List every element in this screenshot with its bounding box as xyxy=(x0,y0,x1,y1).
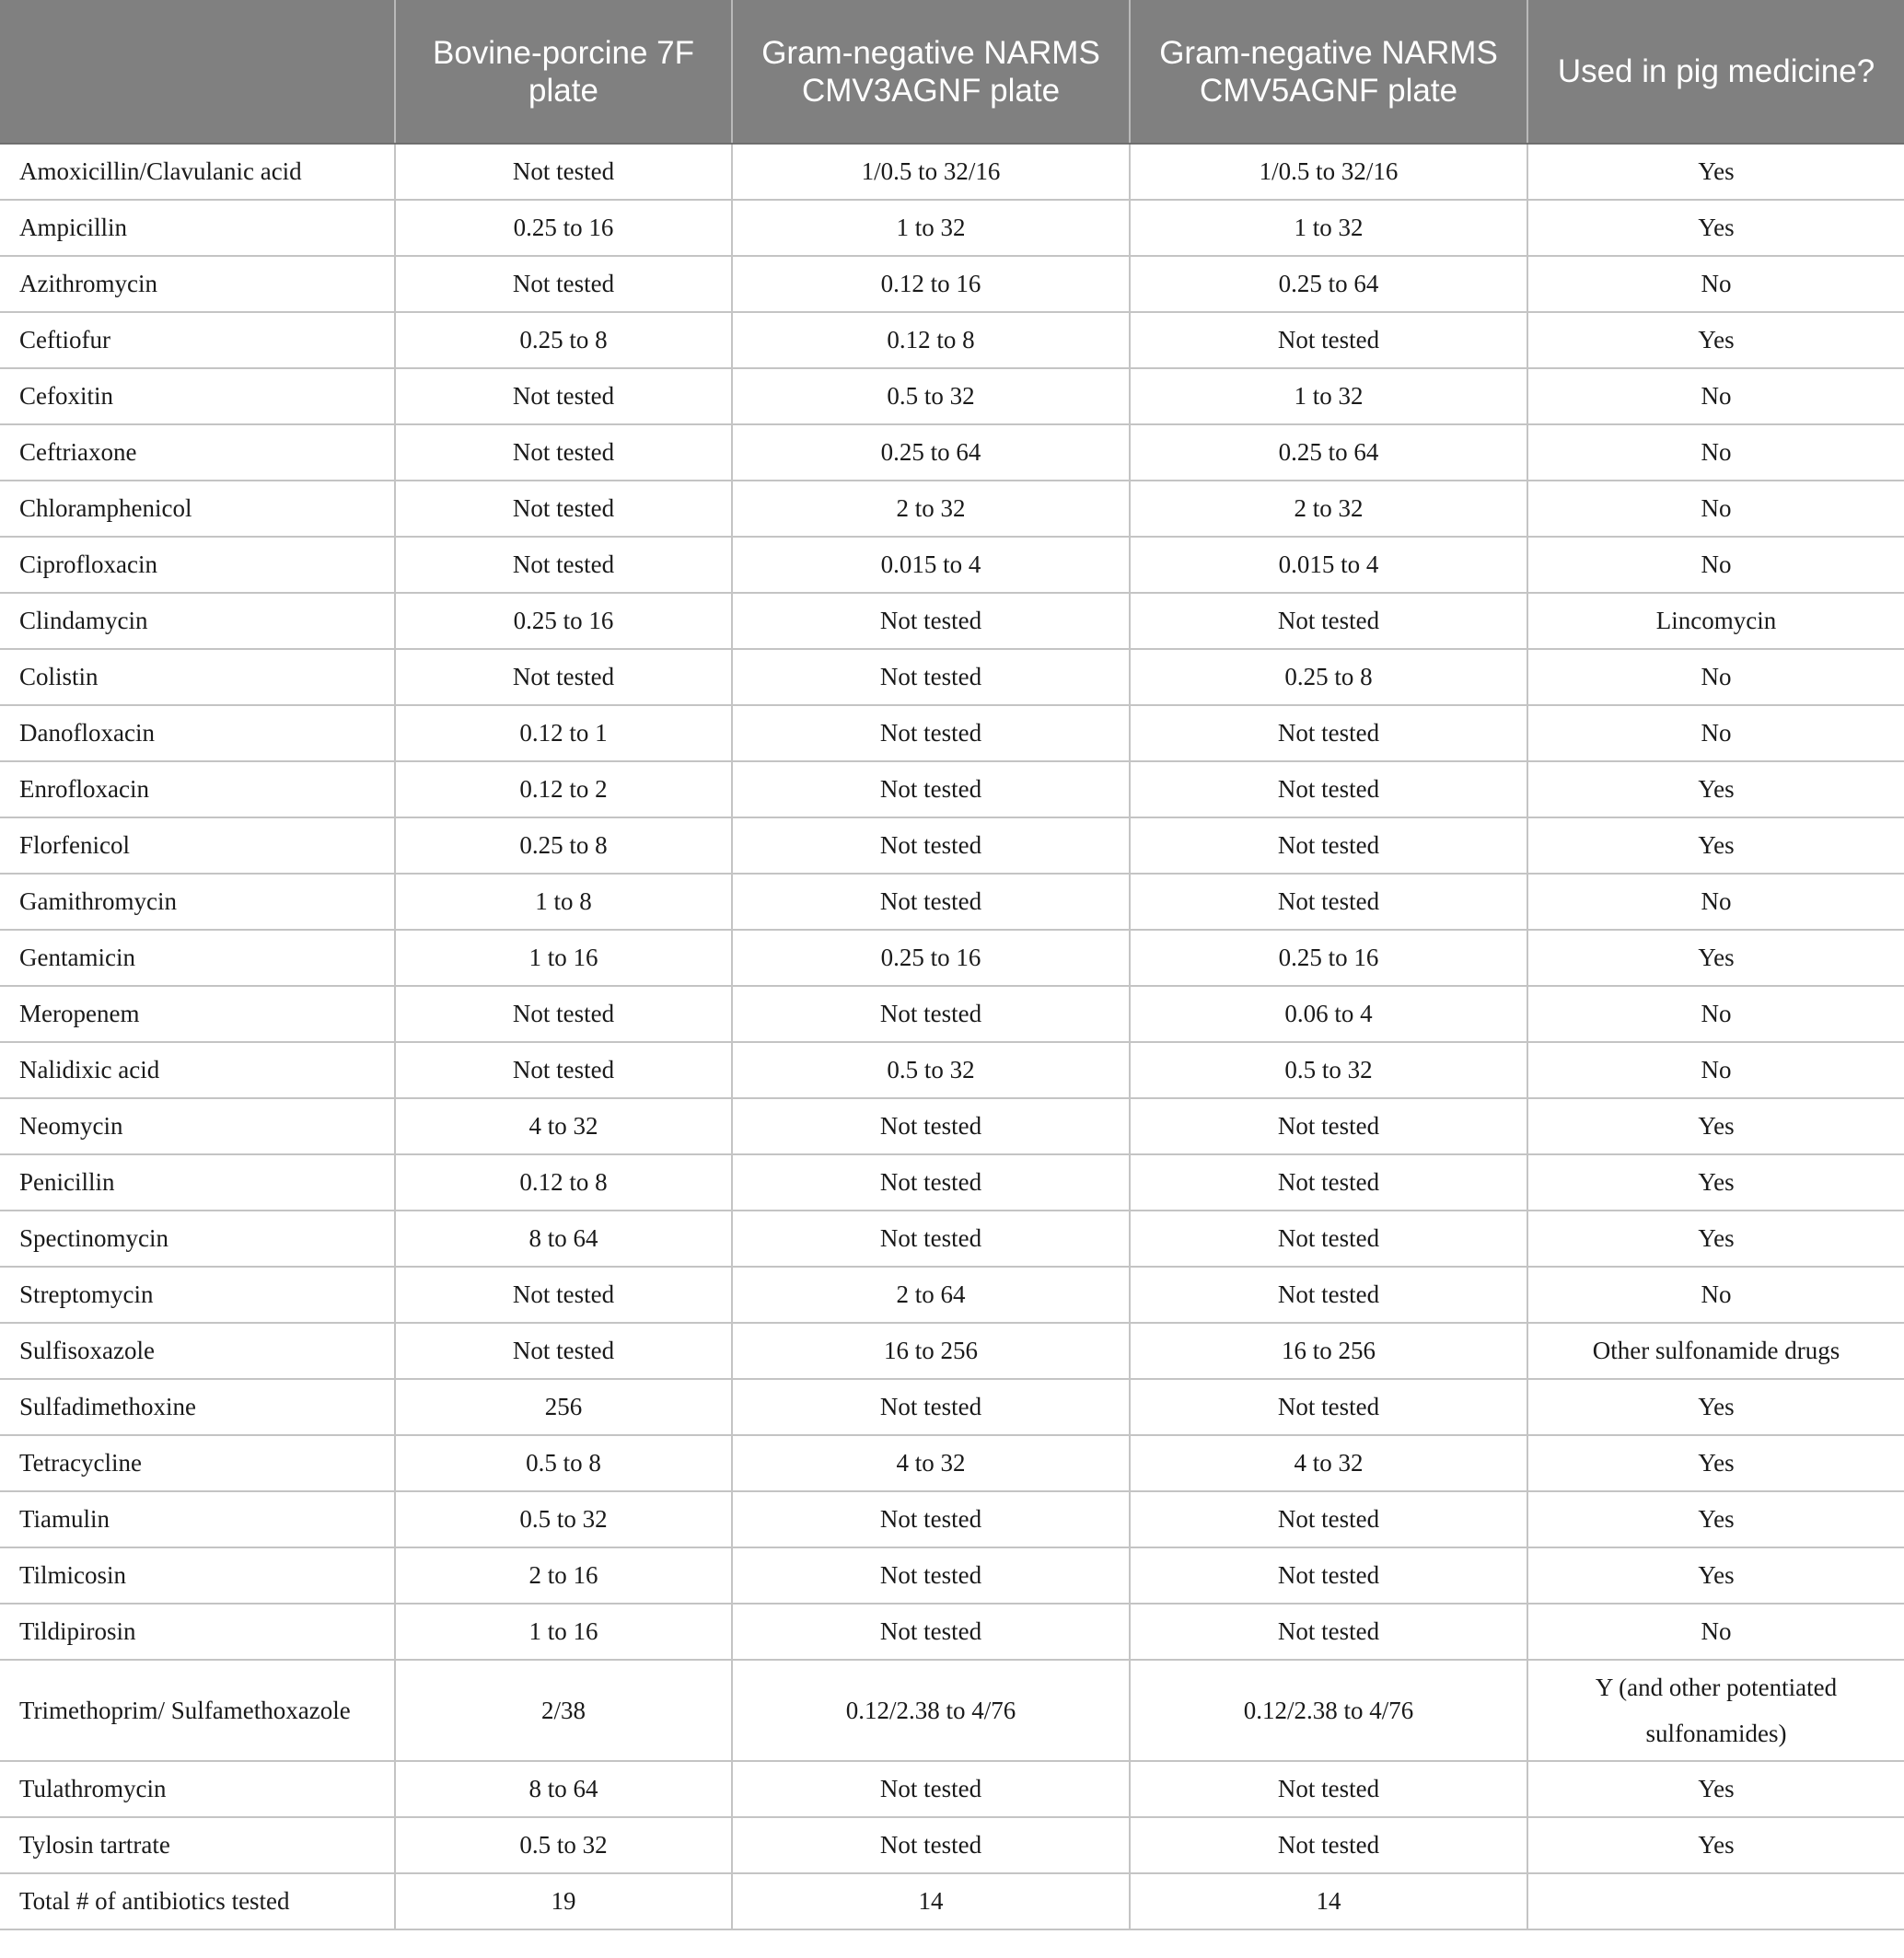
antibiotic-name-cell: Ampicillin xyxy=(0,200,395,256)
antibiotic-name-cell: Clindamycin xyxy=(0,593,395,649)
bovine-porcine-7f-cell: 0.5 to 32 xyxy=(395,1817,732,1873)
table-row xyxy=(0,874,1904,930)
cmv3agnf-cell: 0.12/2.38 to 4/76 xyxy=(732,1660,1130,1761)
cmv5agnf-cell: 0.06 to 4 xyxy=(1130,986,1527,1042)
bovine-porcine-7f-cell: Not tested xyxy=(395,424,732,481)
antibiotic-name-cell: Tiamulin xyxy=(0,1491,395,1547)
pig-medicine-cell: Yes xyxy=(1527,1547,1904,1604)
table-row xyxy=(0,312,1904,368)
pig-medicine-cell: Yes xyxy=(1527,1761,1904,1817)
pig-medicine-cell: Yes xyxy=(1527,200,1904,256)
cmv3agnf-cell: 0.5 to 32 xyxy=(732,368,1130,424)
pig-medicine-cell: Other sulfonamide drugs xyxy=(1527,1323,1904,1379)
pig-medicine-cell: Yes xyxy=(1527,817,1904,874)
pig-medicine-cell: No xyxy=(1527,874,1904,930)
bovine-porcine-7f-cell: 2 to 16 xyxy=(395,1547,732,1604)
bovine-porcine-7f-cell: 4 to 32 xyxy=(395,1098,732,1154)
antibiotic-name-cell: Meropenem xyxy=(0,986,395,1042)
cmv3agnf-cell: Not tested xyxy=(732,1761,1130,1817)
table-row xyxy=(0,593,1904,649)
bovine-porcine-7f-cell: 19 xyxy=(395,1873,732,1929)
cmv3agnf-cell: 0.5 to 32 xyxy=(732,1042,1130,1098)
bovine-porcine-7f-cell: 256 xyxy=(395,1379,732,1435)
cmv5agnf-cell: Not tested xyxy=(1130,593,1527,649)
table-row xyxy=(0,368,1904,424)
bovine-porcine-7f-cell: 8 to 64 xyxy=(395,1761,732,1817)
header-antibiotic xyxy=(0,0,395,144)
bovine-porcine-7f-cell: 1 to 16 xyxy=(395,930,732,986)
pig-medicine-cell: No xyxy=(1527,705,1904,761)
bovine-porcine-7f-cell: Not tested xyxy=(395,144,732,200)
cmv5agnf-cell: Not tested xyxy=(1130,1267,1527,1323)
antibiotic-name-cell: Enrofloxacin xyxy=(0,761,395,817)
bovine-porcine-7f-cell: 8 to 64 xyxy=(395,1211,732,1267)
antibiotic-name-cell: Trimethoprim/ Sulfamethoxazole xyxy=(0,1660,395,1761)
antibiotic-name-cell: Spectinomycin xyxy=(0,1211,395,1267)
antibiotic-name-cell: Chloramphenicol xyxy=(0,481,395,537)
cmv3agnf-cell: 0.12 to 16 xyxy=(732,256,1130,312)
cmv5agnf-cell: 1/0.5 to 32/16 xyxy=(1130,144,1527,200)
pig-medicine-cell: Yes xyxy=(1527,144,1904,200)
antibiotic-name-cell: Ceftiofur xyxy=(0,312,395,368)
bovine-porcine-7f-cell: 0.25 to 16 xyxy=(395,593,732,649)
pig-medicine-cell: No xyxy=(1527,368,1904,424)
cmv5agnf-cell: 4 to 32 xyxy=(1130,1435,1527,1491)
antibiotic-name-cell: Ciprofloxacin xyxy=(0,537,395,593)
pig-medicine-cell: Y (and other potentiated sulfonamides) xyxy=(1527,1660,1904,1761)
cmv3agnf-cell: 2 to 32 xyxy=(732,481,1130,537)
table-row xyxy=(0,1154,1904,1211)
table-row xyxy=(0,986,1904,1042)
pig-medicine-cell: Lincomycin xyxy=(1527,593,1904,649)
pig-medicine-cell: Yes xyxy=(1527,1435,1904,1491)
pig-medicine-cell: No xyxy=(1527,649,1904,705)
bovine-porcine-7f-cell: 1 to 8 xyxy=(395,874,732,930)
cmv3agnf-cell: Not tested xyxy=(732,1379,1130,1435)
table-row xyxy=(0,1042,1904,1098)
antibiotic-name-cell: Tilmicosin xyxy=(0,1547,395,1604)
antibiotic-name-cell: Tildipirosin xyxy=(0,1604,395,1660)
antibiotic-name-cell: Nalidixic acid xyxy=(0,1042,395,1098)
antibiotic-name-cell: Sulfadimethoxine xyxy=(0,1379,395,1435)
table-row xyxy=(0,1379,1904,1435)
cmv3agnf-cell: Not tested xyxy=(732,817,1130,874)
bovine-porcine-7f-cell: Not tested xyxy=(395,256,732,312)
bovine-porcine-7f-cell: 0.12 to 8 xyxy=(395,1154,732,1211)
antibiotic-name-cell: Tulathromycin xyxy=(0,1761,395,1817)
pig-medicine-cell: Yes xyxy=(1527,1098,1904,1154)
table-row xyxy=(0,761,1904,817)
cmv3agnf-cell: Not tested xyxy=(732,761,1130,817)
table-row xyxy=(0,817,1904,874)
bovine-porcine-7f-cell: Not tested xyxy=(395,537,732,593)
bovine-porcine-7f-cell: 0.5 to 8 xyxy=(395,1435,732,1491)
table-row xyxy=(0,1267,1904,1323)
cmv3agnf-cell: 0.25 to 16 xyxy=(732,930,1130,986)
cmv3agnf-cell: 1/0.5 to 32/16 xyxy=(732,144,1130,200)
cmv5agnf-cell: Not tested xyxy=(1130,817,1527,874)
table-row xyxy=(0,537,1904,593)
antibiotic-name-cell: Tetracycline xyxy=(0,1435,395,1491)
table-row xyxy=(0,200,1904,256)
bovine-porcine-7f-cell: 2/38 xyxy=(395,1660,732,1761)
antibiotic-name-cell: Ceftriaxone xyxy=(0,424,395,481)
cmv5agnf-cell: 0.5 to 32 xyxy=(1130,1042,1527,1098)
cmv5agnf-cell: Not tested xyxy=(1130,1761,1527,1817)
table-row xyxy=(0,649,1904,705)
cmv5agnf-cell: Not tested xyxy=(1130,1379,1527,1435)
table-header xyxy=(0,0,1904,144)
header-bovine-porcine-7f: Bovine-porcine 7F plate xyxy=(395,0,732,144)
cmv5agnf-cell: Not tested xyxy=(1130,761,1527,817)
header-row xyxy=(0,0,1904,144)
cmv5agnf-cell: Not tested xyxy=(1130,1211,1527,1267)
cmv5agnf-cell: 0.25 to 8 xyxy=(1130,649,1527,705)
cmv5agnf-cell: Not tested xyxy=(1130,874,1527,930)
pig-medicine-cell: Yes xyxy=(1527,312,1904,368)
table-row xyxy=(0,705,1904,761)
pig-medicine-cell: No xyxy=(1527,256,1904,312)
pig-medicine-cell: Yes xyxy=(1527,1491,1904,1547)
table-row xyxy=(0,144,1904,200)
bovine-porcine-7f-cell: Not tested xyxy=(395,649,732,705)
table-row xyxy=(0,481,1904,537)
cmv3agnf-cell: Not tested xyxy=(732,1604,1130,1660)
antibiotic-name-cell: Penicillin xyxy=(0,1154,395,1211)
bovine-porcine-7f-cell: 0.12 to 1 xyxy=(395,705,732,761)
pig-medicine-cell: Yes xyxy=(1527,1379,1904,1435)
cmv5agnf-cell: Not tested xyxy=(1130,1547,1527,1604)
cmv5agnf-cell: Not tested xyxy=(1130,1817,1527,1873)
pig-medicine-cell: No xyxy=(1527,1267,1904,1323)
table-row xyxy=(0,1323,1904,1379)
table-row xyxy=(0,256,1904,312)
pig-medicine-cell: No xyxy=(1527,537,1904,593)
bovine-porcine-7f-cell: 0.25 to 16 xyxy=(395,200,732,256)
pig-medicine-cell: No xyxy=(1527,986,1904,1042)
antibiotic-name-cell: Streptomycin xyxy=(0,1267,395,1323)
cmv5agnf-cell: 1 to 32 xyxy=(1130,368,1527,424)
bovine-porcine-7f-cell: 0.25 to 8 xyxy=(395,817,732,874)
bovine-porcine-7f-cell: 0.5 to 32 xyxy=(395,1491,732,1547)
bovine-porcine-7f-cell: 1 to 16 xyxy=(395,1604,732,1660)
cmv3agnf-cell: Not tested xyxy=(732,986,1130,1042)
bovine-porcine-7f-cell: Not tested xyxy=(395,481,732,537)
antibiotic-name-cell: Colistin xyxy=(0,649,395,705)
bovine-porcine-7f-cell: 0.25 to 8 xyxy=(395,312,732,368)
cmv3agnf-cell: Not tested xyxy=(732,874,1130,930)
table-row xyxy=(0,1491,1904,1547)
table-row xyxy=(0,424,1904,481)
table-row xyxy=(0,1435,1904,1491)
pig-medicine-cell: Yes xyxy=(1527,761,1904,817)
cmv3agnf-cell: 2 to 64 xyxy=(732,1267,1130,1323)
antibiotic-name-cell: Gamithromycin xyxy=(0,874,395,930)
bovine-porcine-7f-cell: Not tested xyxy=(395,986,732,1042)
table-row xyxy=(0,1660,1904,1761)
table-row xyxy=(0,1547,1904,1604)
cmv5agnf-cell: Not tested xyxy=(1130,705,1527,761)
header-cmv5agnf: Gram-negative NARMS CMV5AGNF plate xyxy=(1130,0,1527,144)
antibiotic-name-cell: Amoxicillin/Clavulanic acid xyxy=(0,144,395,200)
pig-medicine-cell xyxy=(1527,1873,1904,1929)
header-cmv3agnf: Gram-negative NARMS CMV3AGNF plate xyxy=(732,0,1130,144)
cmv3agnf-cell: Not tested xyxy=(732,649,1130,705)
cmv5agnf-cell: 0.25 to 16 xyxy=(1130,930,1527,986)
antibiotic-name-cell: Neomycin xyxy=(0,1098,395,1154)
cmv3agnf-cell: 0.12 to 8 xyxy=(732,312,1130,368)
antibiotic-name-cell: Azithromycin xyxy=(0,256,395,312)
cmv5agnf-cell: 0.015 to 4 xyxy=(1130,537,1527,593)
cmv5agnf-cell: Not tested xyxy=(1130,1098,1527,1154)
pig-medicine-cell: No xyxy=(1527,1042,1904,1098)
cmv5agnf-cell: 16 to 256 xyxy=(1130,1323,1527,1379)
table-row xyxy=(0,1211,1904,1267)
bovine-porcine-7f-cell: 0.12 to 2 xyxy=(395,761,732,817)
bovine-porcine-7f-cell: Not tested xyxy=(395,1267,732,1323)
cmv3agnf-cell: 0.25 to 64 xyxy=(732,424,1130,481)
antibiotic-name-cell: Florfenicol xyxy=(0,817,395,874)
cmv5agnf-cell: Not tested xyxy=(1130,1604,1527,1660)
cmv5agnf-cell: 1 to 32 xyxy=(1130,200,1527,256)
cmv3agnf-cell: 0.015 to 4 xyxy=(732,537,1130,593)
cmv3agnf-cell: Not tested xyxy=(732,1491,1130,1547)
cmv5agnf-cell: Not tested xyxy=(1130,312,1527,368)
cmv3agnf-cell: Not tested xyxy=(732,1154,1130,1211)
cmv3agnf-cell: Not tested xyxy=(732,1098,1130,1154)
antibiotic-name-cell: Danofloxacin xyxy=(0,705,395,761)
cmv5agnf-cell: 14 xyxy=(1130,1873,1527,1929)
table-row xyxy=(0,1817,1904,1873)
table-row xyxy=(0,930,1904,986)
cmv3agnf-cell: Not tested xyxy=(732,1547,1130,1604)
antibiotic-name-cell: Gentamicin xyxy=(0,930,395,986)
table-row xyxy=(0,1761,1904,1817)
cmv5agnf-cell: Not tested xyxy=(1130,1154,1527,1211)
antibiotic-name-cell: Cefoxitin xyxy=(0,368,395,424)
pig-medicine-cell: Yes xyxy=(1527,1817,1904,1873)
cmv3agnf-cell: Not tested xyxy=(732,705,1130,761)
antibiotic-name-cell: Total # of antibiotics tested xyxy=(0,1873,395,1929)
table-body xyxy=(0,144,1904,1929)
pig-medicine-cell: Yes xyxy=(1527,1211,1904,1267)
pig-medicine-cell: No xyxy=(1527,424,1904,481)
cmv3agnf-cell: 16 to 256 xyxy=(732,1323,1130,1379)
cmv3agnf-cell: 4 to 32 xyxy=(732,1435,1130,1491)
antibiotic-name-cell: Tylosin tartrate xyxy=(0,1817,395,1873)
table-row xyxy=(0,1604,1904,1660)
bovine-porcine-7f-cell: Not tested xyxy=(395,1042,732,1098)
table-row xyxy=(0,1098,1904,1154)
cmv3agnf-cell: Not tested xyxy=(732,1817,1130,1873)
cmv3agnf-cell: Not tested xyxy=(732,1211,1130,1267)
pig-medicine-cell: No xyxy=(1527,1604,1904,1660)
bovine-porcine-7f-cell: Not tested xyxy=(395,368,732,424)
cmv3agnf-cell: 1 to 32 xyxy=(732,200,1130,256)
cmv5agnf-cell: 2 to 32 xyxy=(1130,481,1527,537)
cmv5agnf-cell: Not tested xyxy=(1130,1491,1527,1547)
pig-medicine-cell: Yes xyxy=(1527,930,1904,986)
table-row xyxy=(0,1873,1904,1929)
cmv3agnf-cell: Not tested xyxy=(732,593,1130,649)
pig-medicine-cell: Yes xyxy=(1527,1154,1904,1211)
header-used-in-pig-medicine: Used in pig medicine? xyxy=(1527,0,1904,144)
bovine-porcine-7f-cell: Not tested xyxy=(395,1323,732,1379)
antibiotic-name-cell: Sulfisoxazole xyxy=(0,1323,395,1379)
pig-medicine-cell: No xyxy=(1527,481,1904,537)
cmv5agnf-cell: 0.25 to 64 xyxy=(1130,424,1527,481)
cmv3agnf-cell: 14 xyxy=(732,1873,1130,1929)
cmv5agnf-cell: 0.25 to 64 xyxy=(1130,256,1527,312)
cmv5agnf-cell: 0.12/2.38 to 4/76 xyxy=(1130,1660,1527,1761)
